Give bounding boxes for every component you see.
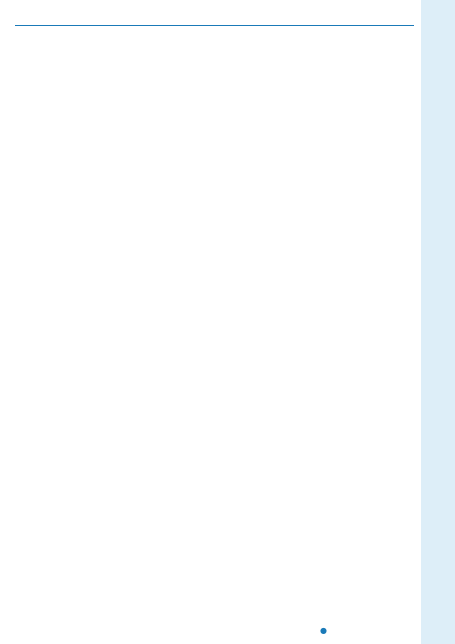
catalog-brand: ● <box>320 626 327 635</box>
kana-tab-strip <box>421 0 455 644</box>
header-rule <box>15 25 414 26</box>
